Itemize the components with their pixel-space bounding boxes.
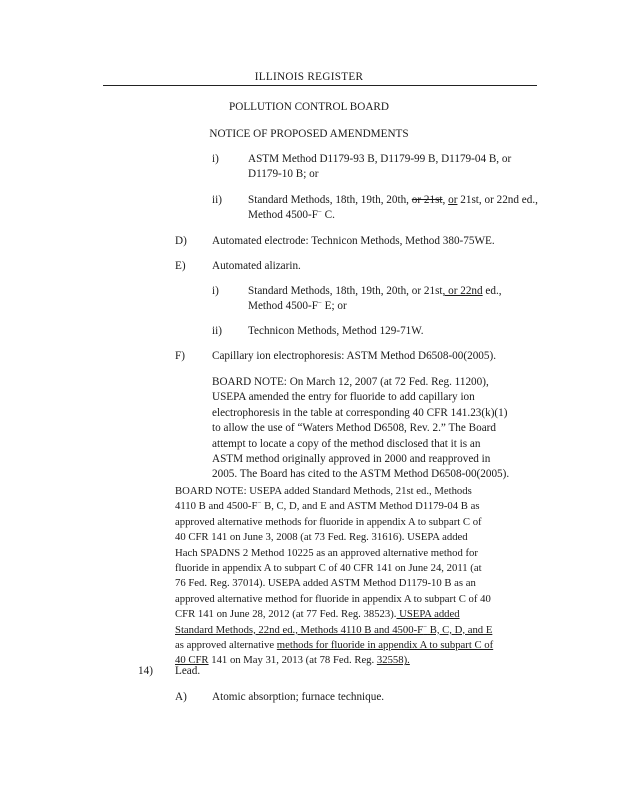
board-note-2-text: 4110 B and 4500-F (175, 500, 258, 513)
board-note-2-text: as approved alternative (175, 639, 277, 652)
board-note-1-line: 2005. The Board has cited to the ASTM Method D6508-00(2005). (212, 468, 510, 481)
item-c-ii-line1 (248, 193, 538, 208)
board-note-2-text: CFR 141 on June 28, 2012 (at 77 Fed. Reg. 38523). (175, 608, 397, 621)
item-e-i-line1 (248, 284, 502, 299)
item-c-ii-label: ii) (212, 194, 222, 206)
register-title: ILLINOIS REGISTER (254, 71, 364, 83)
item-f-label: F) (175, 350, 185, 362)
item-14-label: 14) (138, 665, 153, 677)
board-note-2-inserted-text: B, C, D, and E (427, 623, 493, 636)
item-e-label: E) (175, 260, 186, 272)
board-note-2-inserted-text: methods for fluoride in appendix A to subpart C of (276, 639, 494, 652)
item-c-ii-deleted-text: or 21st (411, 194, 443, 206)
board-note-1-line: ASTM method originally approved in 2000 and reapproved in (212, 453, 491, 466)
item-c-ii-line1-text-a: Standard Methods, 18th, 19th, 20th, (248, 194, 412, 206)
notice-title: NOTICE OF PROPOSED AMENDMENTS (209, 128, 409, 140)
item-e-i-line2-text-b: E; or (321, 300, 347, 312)
item-c-ii-line2 (248, 208, 335, 223)
item-c-i-line1: ASTM Method D1179-93 B, D1179-99 B, D1179-04 B, or (248, 153, 512, 165)
board-note-1-line: attempt to locate a copy of the method disclosed that it is an (212, 437, 481, 450)
item-e-i-line2 (248, 299, 347, 314)
item-c-ii-line1-text-c: 21st, or 22nd ed., (457, 194, 538, 206)
item-14a-text: Atomic absorption; furnace technique. (212, 691, 385, 703)
board-note-1-line: USEPA amended the entry for fluoride to add capillary ion (212, 391, 475, 404)
item-e-i-line1-text-b: ed., (482, 285, 502, 297)
item-e-i-line1-text-a: Standard Methods, 18th, 19th, 20th, or 21st (248, 285, 443, 297)
item-c-ii-line2-text-b: C. (321, 209, 335, 221)
board-note-2-line: Hach SPADNS 2 Method 10225 as an approved alternative method for (175, 546, 478, 559)
item-e-ii-text: Technicon Methods, Method 129-71W. (248, 325, 424, 337)
board-note-2-line: BOARD NOTE: USEPA added Standard Methods, 21st ed., Methods (175, 485, 472, 497)
item-c-ii-superscript: − (317, 207, 322, 216)
board-note-1 (212, 375, 552, 483)
item-14-text: Lead. (175, 665, 201, 677)
board-note-2-line (175, 499, 547, 514)
item-f-text: Capillary ion electrophoresis: ASTM Method D6508-00(2005). (212, 350, 496, 362)
item-d-label: D) (175, 235, 187, 247)
board-note-2-superscript: − (257, 498, 262, 507)
board-note-1-line: electrophoresis in the table at corresponding 40 CFR 141.23(k)(1) (212, 406, 508, 419)
item-c-ii-inserted-text: or (448, 194, 458, 206)
item-e-i-label: i) (212, 285, 219, 297)
board-note-2-line: approved alternative methods for fluoride in appendix A to subpart C of (175, 515, 482, 528)
board-note-2-line (175, 653, 547, 668)
board-note-1-line: BOARD NOTE: On March 12, 2007 (at 72 Fed. Reg. 11200), (212, 376, 489, 388)
board-note-2-inserted-text: 40 CFR (175, 654, 209, 667)
item-c-ii-line2-text-a: Method 4500-F (248, 209, 318, 221)
board-note-2-line: 76 Fed. Reg. 37014). USEPA added ASTM Method D1179-10 B as an (175, 577, 476, 590)
item-d-text: Automated electrode: Technicon Methods, Method 380-75WE. (212, 235, 495, 247)
item-c-i-line2: D1179-10 B; or (248, 168, 319, 180)
board-note-2-line (175, 623, 547, 638)
board-note-2 (175, 484, 547, 669)
board-note-2-line: fluoride in appendix A to subpart C of 40 CFR 141 on June 24, 2011 (at (175, 562, 482, 575)
item-e-text: Automated alizarin. (212, 260, 301, 272)
item-c-ii-line1-text-b: , (442, 194, 449, 206)
board-note-2-line (175, 638, 547, 653)
board-note-2-text: B, C, D, and E and ASTM Method D1179-04 B as (261, 500, 480, 513)
item-e-i-superscript: − (317, 298, 322, 307)
board-note-2-inserted-text: USEPA added (396, 608, 460, 621)
item-14a-label: A) (175, 691, 187, 703)
item-e-i-inserted-text: , or 22nd (442, 285, 483, 297)
board-note-2-line (175, 607, 547, 622)
board-note-2-line: approved alternative method for fluoride in appendix A to subpart C of 40 (175, 592, 491, 605)
board-note-2-superscript: − (423, 622, 428, 631)
board-note-1-line: to allow the use of “Waters Method D6508, Rev. 2.” The Board (212, 422, 497, 435)
item-c-i-label: i) (212, 153, 219, 165)
board-note-2-line: 40 CFR 141 on June 3, 2008 (at 73 Fed. Reg. 31616). USEPA added (175, 531, 468, 544)
board-note-2-inserted-text: Standard Methods, 22nd ed., Methods 4110 B and 4500-F (175, 623, 424, 636)
agency-title: POLLUTION CONTROL BOARD (229, 101, 389, 113)
item-e-ii-label: ii) (212, 325, 222, 337)
board-note-2-inserted-text: 32558). (376, 654, 410, 667)
board-note-2-text: 141 on May 31, 2013 (at 78 Fed. Reg. (208, 654, 377, 667)
item-e-i-line2-text-a: Method 4500-F (248, 300, 318, 312)
